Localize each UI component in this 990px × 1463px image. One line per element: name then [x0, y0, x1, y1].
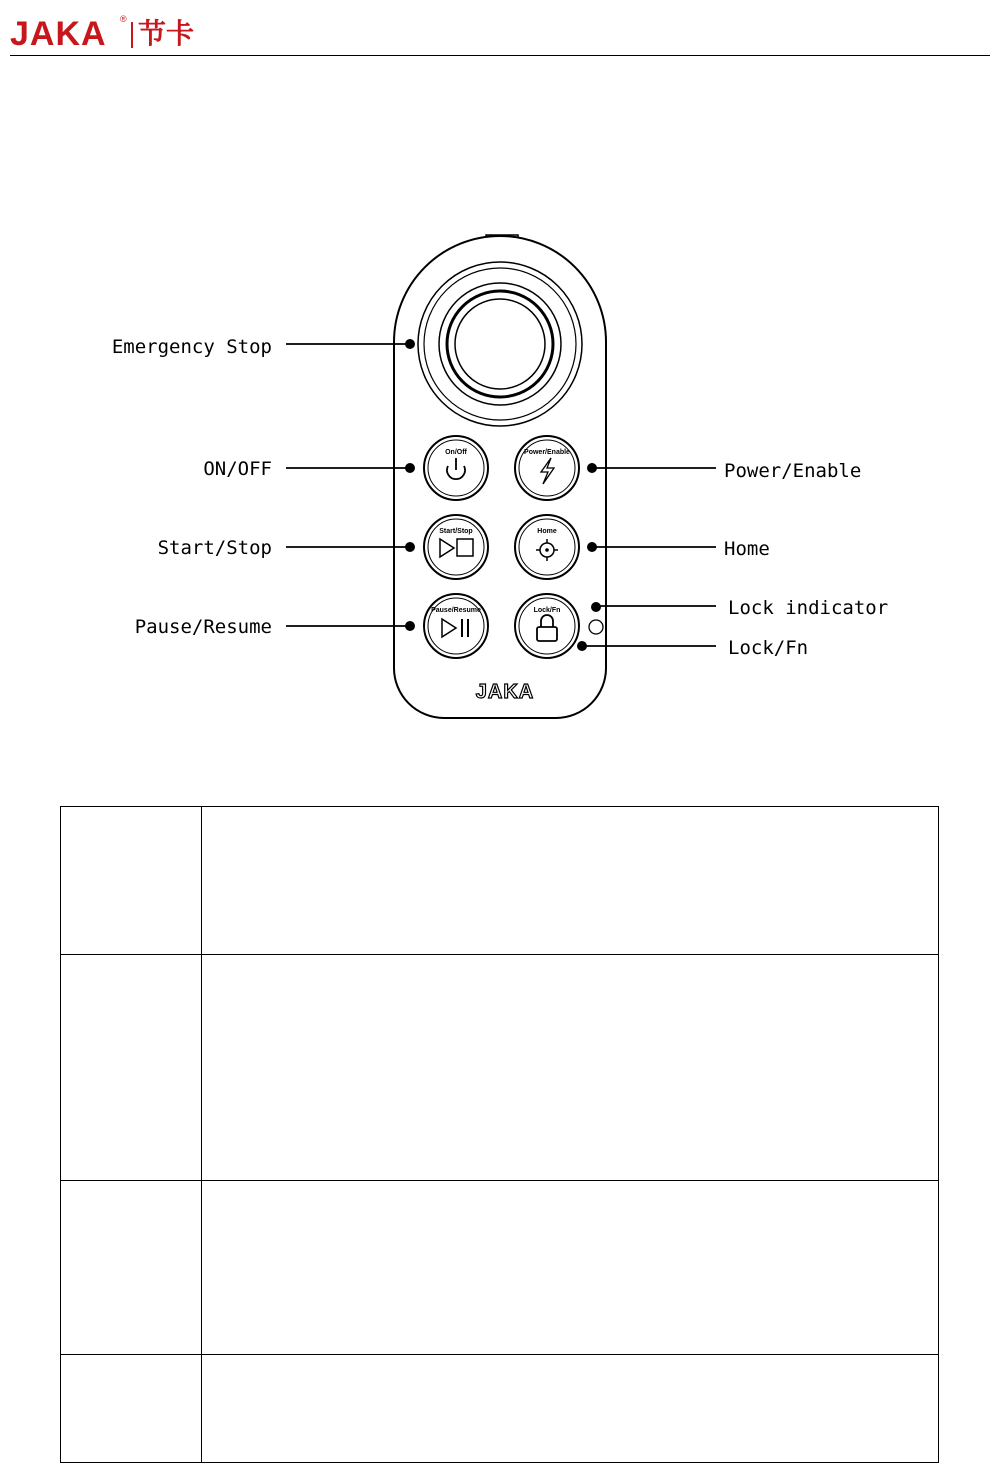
- table-row: [61, 807, 939, 955]
- power-enable-button[interactable]: [515, 436, 579, 500]
- lock-fn-caption: Lock/Fn: [533, 607, 561, 614]
- table-cell-description: [202, 1181, 939, 1355]
- table-row: [61, 955, 939, 1181]
- power-enable-caption: Power/Enable: [524, 449, 570, 456]
- callout-lock-fn: Lock/Fn: [728, 637, 809, 659]
- callout-start-stop: Start/Stop: [157, 537, 272, 559]
- home-caption: Home: [537, 528, 557, 535]
- table-cell-description: [202, 955, 939, 1181]
- device-brand: JAKA: [475, 681, 535, 703]
- table-cell-label: [61, 955, 202, 1181]
- table-cell-label: [61, 1355, 202, 1463]
- table-cell-label: [61, 1181, 202, 1355]
- table-cell-description: [202, 807, 939, 955]
- on-off-button[interactable]: [424, 436, 488, 500]
- start-stop-caption: Start/Stop: [439, 528, 473, 535]
- table-cell-label: [61, 807, 202, 955]
- callout-lock-indicator: Lock indicator: [728, 597, 889, 619]
- registered-mark-icon: ®: [120, 14, 127, 24]
- pause-resume-caption: Pause/Resume: [431, 607, 481, 614]
- home-button[interactable]: [515, 515, 579, 579]
- on-off-caption: On/Off: [445, 449, 467, 456]
- start-stop-button[interactable]: [424, 515, 488, 579]
- pause-resume-button[interactable]: [424, 594, 488, 658]
- button-description-table: [60, 806, 939, 1463]
- table-row: [61, 1355, 939, 1463]
- logo-latin: JAKA: [10, 15, 107, 53]
- table-row: [61, 1181, 939, 1355]
- callout-on-off: ON/OFF: [203, 458, 272, 480]
- lock-indicator-led: [589, 620, 603, 634]
- callout-emergency-stop: Emergency Stop: [111, 336, 272, 358]
- callout-home: Home: [724, 538, 770, 560]
- callout-pause-resume: Pause/Resume: [134, 616, 272, 638]
- table-cell-description: [202, 1355, 939, 1463]
- logo-chinese: 节卡: [138, 17, 195, 50]
- callout-power-enable: Power/Enable: [724, 460, 862, 482]
- lock-fn-button[interactable]: [515, 594, 579, 658]
